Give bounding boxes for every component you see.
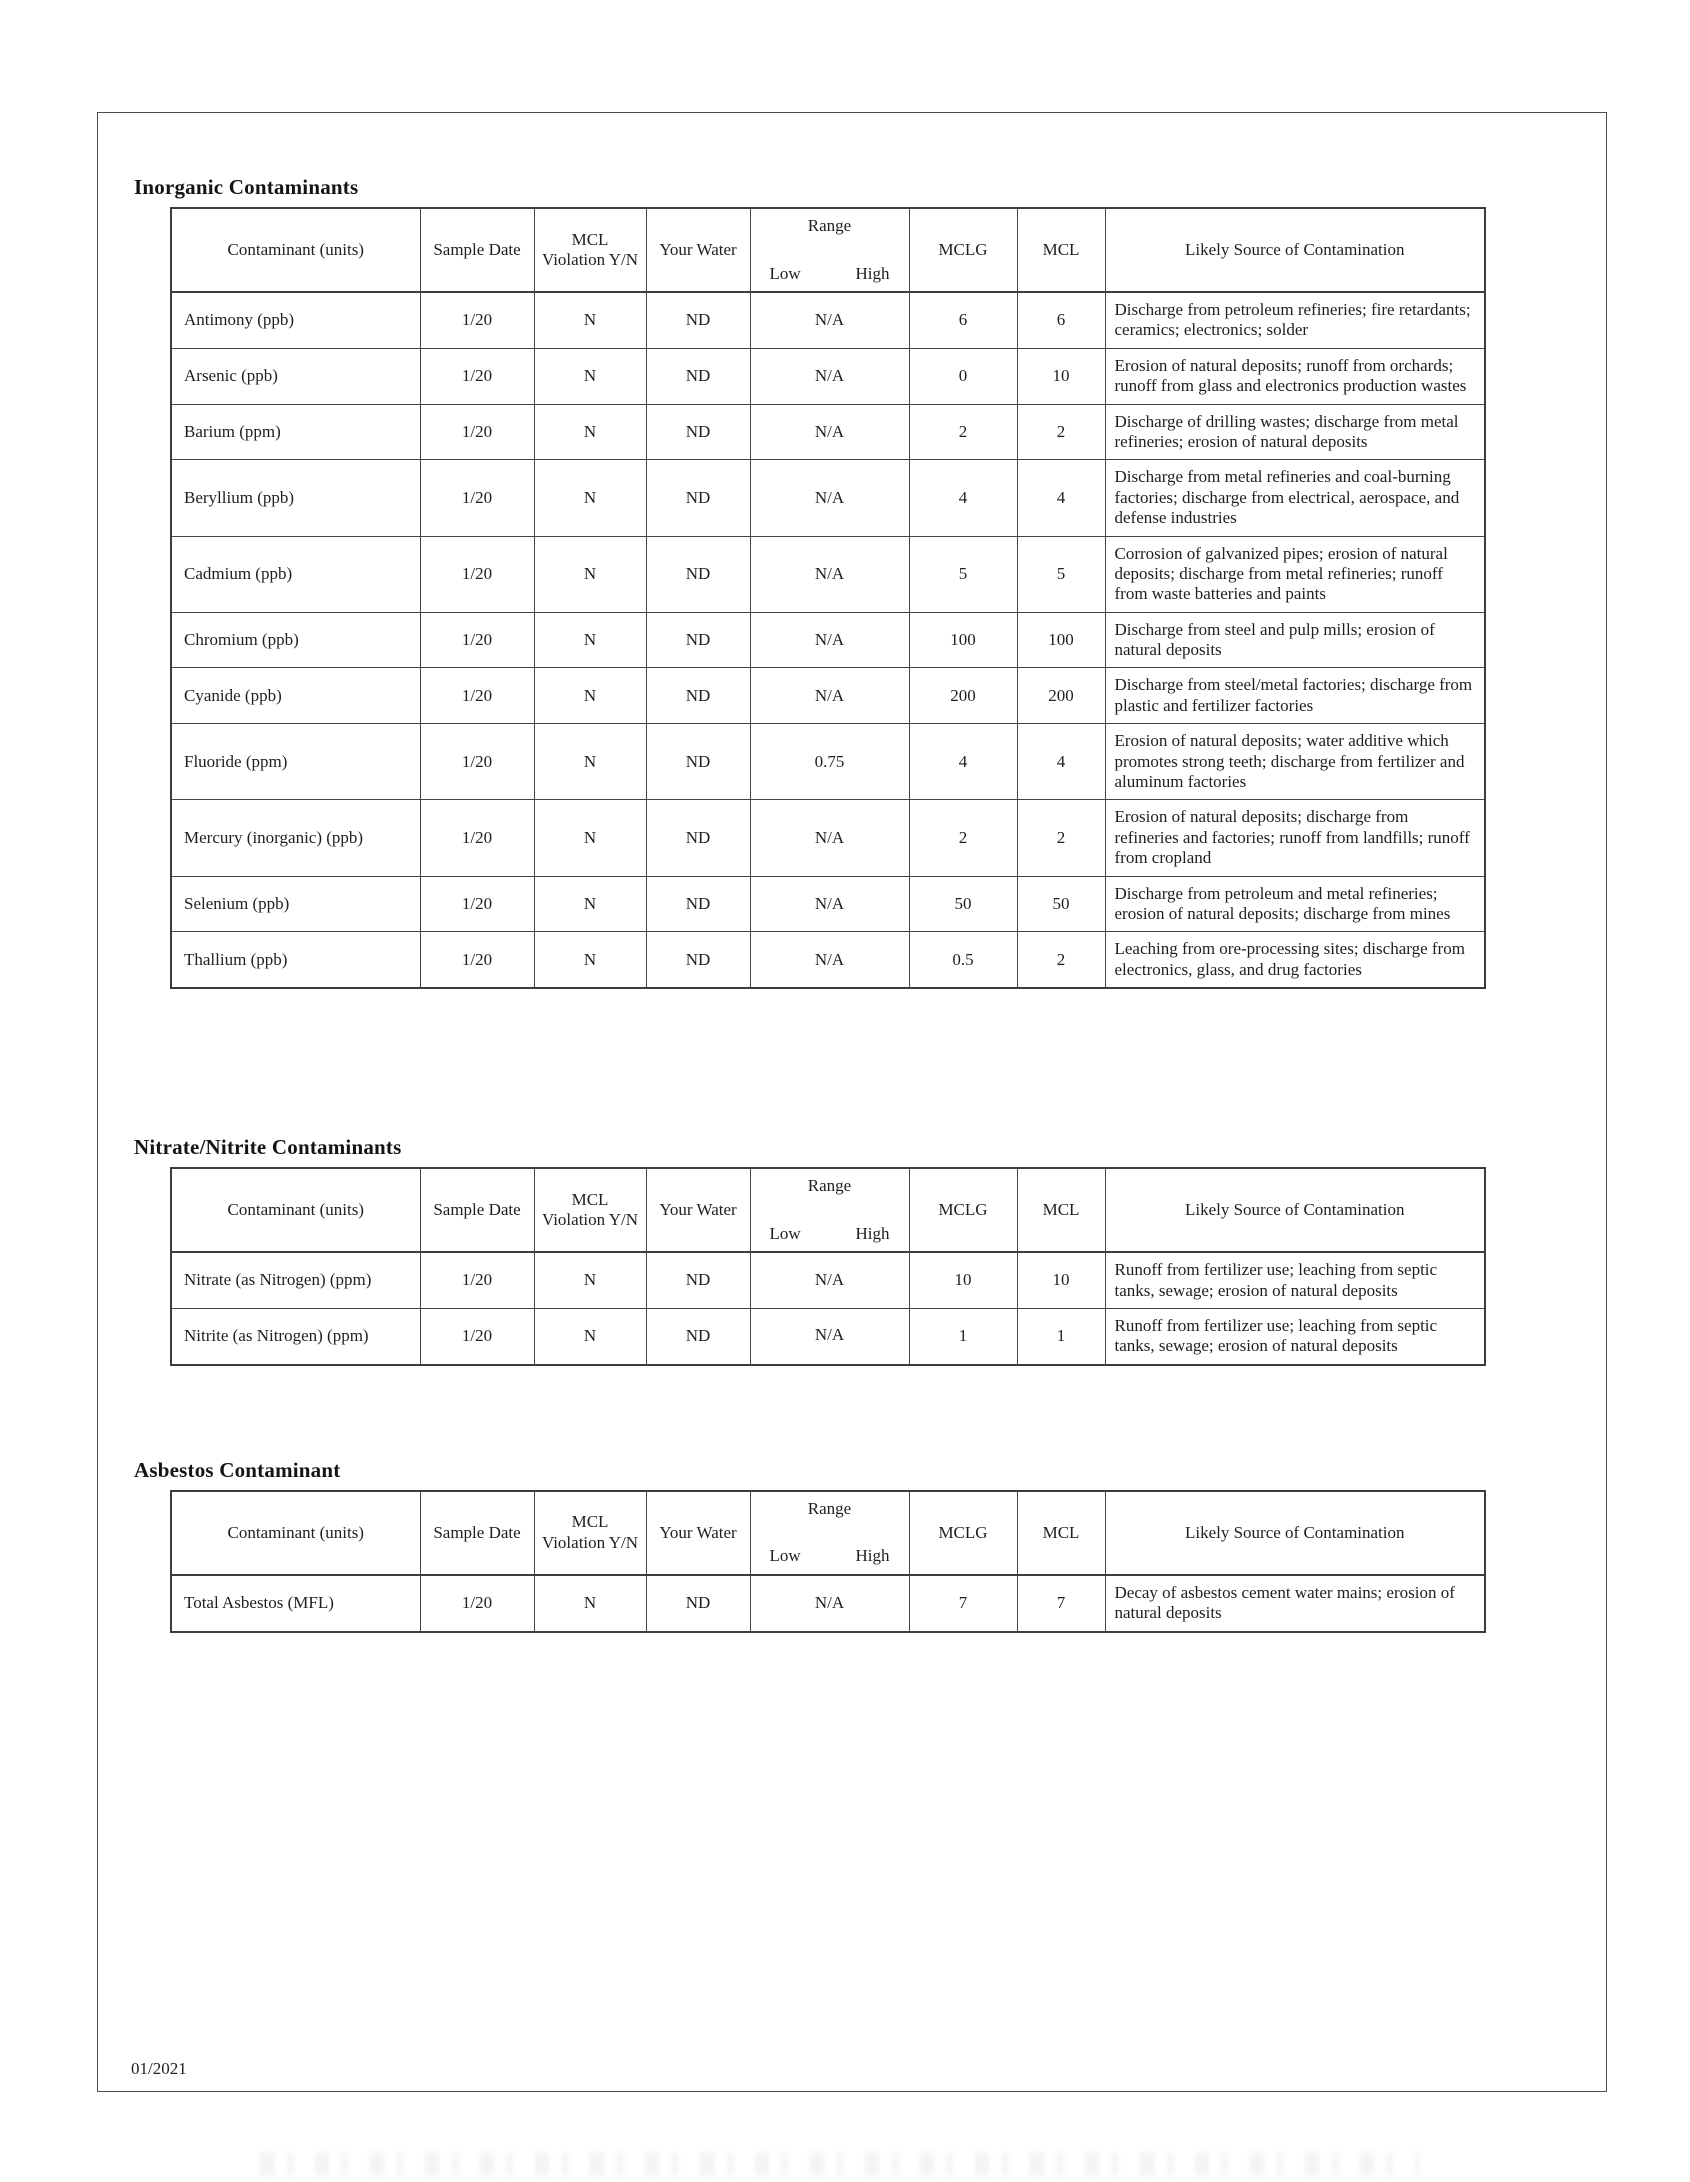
col-header-range <box>750 1491 909 1575</box>
cell-your-water: ND <box>646 292 750 348</box>
col-header-range <box>750 1168 909 1252</box>
cell-mcl-violation: N <box>534 724 646 800</box>
cell-likely-source: Discharge from petroleum and metal refineries; erosion of natural deposits; discharge from mines <box>1105 876 1485 932</box>
cell-mcl: 100 <box>1017 612 1105 668</box>
col-header-likely-source: Likely Source of Contamination <box>1105 1491 1485 1575</box>
cell-sample-date: 1/20 <box>420 292 534 348</box>
cell-mclg: 10 <box>909 1252 1017 1308</box>
col-header-range <box>750 208 909 292</box>
col-header-mcl-violation: MCL Violation Y/N <box>534 1491 646 1575</box>
cell-likely-source: Discharge of drilling wastes; discharge from metal refineries; erosion of natural deposits <box>1105 404 1485 460</box>
cell-mcl-violation: N <box>534 612 646 668</box>
cell-sample-date: 1/20 <box>420 932 534 988</box>
cell-range: N/A <box>750 876 909 932</box>
cell-sample-date: 1/20 <box>420 348 534 404</box>
cell-your-water: ND <box>646 460 750 536</box>
table-asbestos-contaminant <box>170 1490 1486 1633</box>
cell-mcl-violation: N <box>534 932 646 988</box>
table-row <box>171 460 1485 536</box>
section-inorganic <box>98 113 1606 989</box>
cell-likely-source: Discharge from petroleum refineries; fire retardants; ceramics; electronics; solder <box>1105 292 1485 348</box>
cell-likely-source: Discharge from steel/metal factories; discharge from plastic and fertilizer factories <box>1105 668 1485 724</box>
cell-mcl: 4 <box>1017 460 1105 536</box>
cell-range: 0.75 <box>750 724 909 800</box>
section-title-inorganic: Inorganic Contaminants <box>134 175 359 199</box>
cell-sample-date: 1/20 <box>420 800 534 876</box>
table-row <box>171 348 1485 404</box>
cell-contaminant: Cadmium (ppb) <box>171 536 420 612</box>
col-header-mcl-violation: MCL Violation Y/N <box>534 1168 646 1252</box>
cell-contaminant: Nitrite (as Nitrogen) (ppm) <box>171 1308 420 1364</box>
cell-your-water: ND <box>646 724 750 800</box>
table-row <box>171 1308 1485 1364</box>
cell-your-water: ND <box>646 536 750 612</box>
cell-range: N/A <box>750 348 909 404</box>
cell-contaminant: Selenium (ppb) <box>171 876 420 932</box>
cell-contaminant: Chromium (ppb) <box>171 612 420 668</box>
col-header-sample-date: Sample Date <box>420 1491 534 1575</box>
col-header-your-water: Your Water <box>646 1168 750 1252</box>
cell-mclg: 2 <box>909 800 1017 876</box>
cell-likely-source: Runoff from fertilizer use; leaching from septic tanks, sewage; erosion of natural deposits <box>1105 1308 1485 1364</box>
cell-contaminant: Beryllium (ppb) <box>171 460 420 536</box>
cell-mcl-violation: N <box>534 1252 646 1308</box>
table-row <box>171 668 1485 724</box>
col-header-your-water: Your Water <box>646 1491 750 1575</box>
cell-sample-date: 1/20 <box>420 876 534 932</box>
cell-mcl: 2 <box>1017 932 1105 988</box>
cell-mcl-violation: N <box>534 348 646 404</box>
table-nitrate-nitrite-contaminants <box>170 1167 1486 1366</box>
table-row <box>171 876 1485 932</box>
cell-range: N/A <box>750 800 909 876</box>
cell-likely-source: Runoff from fertilizer use; leaching from septic tanks, sewage; erosion of natural deposits <box>1105 1252 1485 1308</box>
cell-mcl: 5 <box>1017 536 1105 612</box>
cell-your-water: ND <box>646 876 750 932</box>
cell-mcl: 7 <box>1017 1575 1105 1632</box>
table-row <box>171 1252 1485 1308</box>
table-row <box>171 932 1485 988</box>
report-page <box>97 112 1607 2092</box>
cell-range: N/A <box>750 460 909 536</box>
cell-mclg: 7 <box>909 1575 1017 1632</box>
cell-mclg: 0 <box>909 348 1017 404</box>
section-title-asbestos: Asbestos Contaminant <box>134 1457 341 1482</box>
cell-sample-date: 1/20 <box>420 1308 534 1364</box>
cell-your-water: ND <box>646 932 750 988</box>
cell-mcl: 6 <box>1017 292 1105 348</box>
col-header-mcl: MCL <box>1017 208 1105 292</box>
col-header-mclg: MCLG <box>909 208 1017 292</box>
col-header-contaminant: Contaminant (units) <box>171 1491 420 1575</box>
col-header-mcl-violation: MCL Violation Y/N <box>534 208 646 292</box>
cell-range: N/A <box>750 292 909 348</box>
cell-mcl-violation: N <box>534 1308 646 1364</box>
cell-mcl-violation: N <box>534 460 646 536</box>
table-row <box>171 800 1485 876</box>
cell-mcl-violation: N <box>534 404 646 460</box>
cell-sample-date: 1/20 <box>420 460 534 536</box>
cell-mcl: 10 <box>1017 1252 1105 1308</box>
cell-your-water: ND <box>646 612 750 668</box>
cell-mcl: 50 <box>1017 876 1105 932</box>
table-row <box>171 724 1485 800</box>
table-row <box>171 612 1485 668</box>
table-row <box>171 536 1485 612</box>
cell-contaminant: Arsenic (ppb) <box>171 348 420 404</box>
cell-likely-source: Discharge from steel and pulp mills; erosion of natural deposits <box>1105 612 1485 668</box>
cell-mcl: 2 <box>1017 404 1105 460</box>
cell-contaminant: Thallium (ppb) <box>171 932 420 988</box>
cell-likely-source: Corrosion of galvanized pipes; erosion of natural deposits; discharge from metal refineries; runoff from waste batteries and paints <box>1105 536 1485 612</box>
cell-range: N/A <box>750 1308 909 1364</box>
table-row <box>171 404 1485 460</box>
cell-sample-date: 1/20 <box>420 404 534 460</box>
col-header-your-water: Your Water <box>646 208 750 292</box>
cell-your-water: ND <box>646 668 750 724</box>
cell-sample-date: 1/20 <box>420 612 534 668</box>
cell-mclg: 4 <box>909 724 1017 800</box>
cell-mclg: 0.5 <box>909 932 1017 988</box>
range-low-label: Low <box>769 1546 801 1566</box>
table-header-row <box>171 1491 1485 1575</box>
cell-contaminant: Fluoride (ppm) <box>171 724 420 800</box>
cell-sample-date: 1/20 <box>420 1252 534 1308</box>
range-low-label: Low <box>769 1223 801 1243</box>
cell-likely-source: Erosion of natural deposits; discharge from refineries and factories; runoff from landfills; runoff from cropland <box>1105 800 1485 876</box>
cell-range: N/A <box>750 1252 909 1308</box>
cell-your-water: ND <box>646 800 750 876</box>
cell-contaminant: Barium (ppm) <box>171 404 420 460</box>
col-header-mcl: MCL <box>1017 1491 1105 1575</box>
cell-mcl-violation: N <box>534 536 646 612</box>
col-header-sample-date: Sample Date <box>420 1168 534 1252</box>
page-date: 01/2021 <box>131 2059 187 2078</box>
cell-mclg: 4 <box>909 460 1017 536</box>
cell-sample-date: 1/20 <box>420 1575 534 1632</box>
cell-likely-source: Discharge from metal refineries and coal-burning factories; discharge from electrical, aerospace, and defense industries <box>1105 460 1485 536</box>
cell-mcl-violation: N <box>534 800 646 876</box>
cell-mcl-violation: N <box>534 668 646 724</box>
col-header-mcl: MCL <box>1017 1168 1105 1252</box>
cell-range: N/A <box>750 404 909 460</box>
cell-mcl: 4 <box>1017 724 1105 800</box>
cell-range: N/A <box>750 1575 909 1632</box>
range-label: Range <box>807 1176 852 1196</box>
cell-your-water: ND <box>646 1575 750 1632</box>
range-high-label: High <box>855 1546 890 1566</box>
col-header-contaminant: Contaminant (units) <box>171 1168 420 1252</box>
cell-mcl: 10 <box>1017 348 1105 404</box>
col-header-likely-source: Likely Source of Contamination <box>1105 208 1485 292</box>
table-inorganic-contaminants <box>170 207 1486 989</box>
range-high-label: High <box>855 1223 890 1243</box>
cell-mclg: 200 <box>909 668 1017 724</box>
cell-sample-date: 1/20 <box>420 536 534 612</box>
range-low-label: Low <box>769 263 801 283</box>
cell-mcl-violation: N <box>534 1575 646 1632</box>
range-label: Range <box>807 1498 852 1518</box>
col-header-sample-date: Sample Date <box>420 208 534 292</box>
cell-mcl: 1 <box>1017 1308 1105 1364</box>
col-header-mclg: MCLG <box>909 1168 1017 1252</box>
section-nitrate-nitrite <box>98 989 1606 1366</box>
cell-your-water: ND <box>646 404 750 460</box>
col-header-likely-source: Likely Source of Contamination <box>1105 1168 1485 1252</box>
cell-range: N/A <box>750 668 909 724</box>
cell-mclg: 5 <box>909 536 1017 612</box>
cell-mcl: 200 <box>1017 668 1105 724</box>
range-label: Range <box>807 216 852 235</box>
cell-range: N/A <box>750 932 909 988</box>
cell-likely-source: Decay of asbestos cement water mains; erosion of natural deposits <box>1105 1575 1485 1632</box>
cell-your-water: ND <box>646 1308 750 1364</box>
cell-likely-source: Erosion of natural deposits; water additive which promotes strong teeth; discharge from fertilizer and aluminum factories <box>1105 724 1485 800</box>
cell-contaminant: Total Asbestos (MFL) <box>171 1575 420 1632</box>
cell-your-water: ND <box>646 1252 750 1308</box>
scan-bleed-artifact <box>260 2152 1420 2176</box>
cell-mcl-violation: N <box>534 876 646 932</box>
cell-range: N/A <box>750 612 909 668</box>
cell-mclg: 2 <box>909 404 1017 460</box>
cell-contaminant: Nitrate (as Nitrogen) (ppm) <box>171 1252 420 1308</box>
cell-mcl-violation: N <box>534 292 646 348</box>
cell-likely-source: Erosion of natural deposits; runoff from orchards; runoff from glass and electronics production wastes <box>1105 348 1485 404</box>
table-header-row <box>171 1168 1485 1252</box>
cell-likely-source: Leaching from ore-processing sites; discharge from electronics, glass, and drug factories <box>1105 932 1485 988</box>
cell-contaminant: Antimony (ppb) <box>171 292 420 348</box>
cell-mcl: 2 <box>1017 800 1105 876</box>
cell-mclg: 1 <box>909 1308 1017 1364</box>
table-row <box>171 1575 1485 1632</box>
section-title-nitrate-nitrite: Nitrate/Nitrite Contaminants <box>134 1135 402 1160</box>
section-asbestos <box>98 1366 1606 1633</box>
cell-contaminant: Mercury (inorganic) (ppb) <box>171 800 420 876</box>
cell-contaminant: Cyanide (ppb) <box>171 668 420 724</box>
table-row <box>171 292 1485 348</box>
cell-sample-date: 1/20 <box>420 724 534 800</box>
cell-sample-date: 1/20 <box>420 668 534 724</box>
col-header-mclg: MCLG <box>909 1491 1017 1575</box>
col-header-contaminant: Contaminant (units) <box>171 208 420 292</box>
cell-your-water: ND <box>646 348 750 404</box>
cell-mclg: 6 <box>909 292 1017 348</box>
cell-mclg: 50 <box>909 876 1017 932</box>
cell-range: N/A <box>750 536 909 612</box>
cell-mclg: 100 <box>909 612 1017 668</box>
table-header-row <box>171 208 1485 292</box>
range-high-label: High <box>855 263 890 283</box>
